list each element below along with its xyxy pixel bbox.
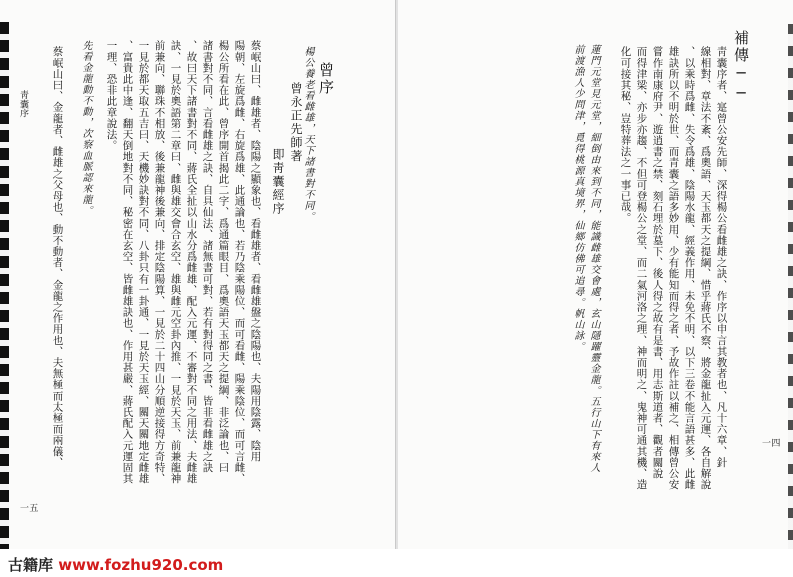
body-column: 陽朝、左旋爲雌、右旋爲雄、此通論也、若乃陰乘陽位、而可看雌、陽乘陰位、而可言雌、 bbox=[233, 40, 246, 484]
body-column: 而得津梁、亦步亦趨、不但可登楊公之堂、而二氣河洛之理、神而明之、鬼神可通其機、造 bbox=[635, 46, 648, 490]
chapter-subtitle: 即靑囊經序 bbox=[271, 148, 285, 216]
right-page bbox=[398, 0, 793, 577]
left-page bbox=[0, 0, 396, 577]
left-page-number: 一五 bbox=[20, 504, 39, 514]
body-column: 、富貴此中逢、翻天倒地對不同、秘密在玄空、皆雌雄訣也、作用甚嚴、蔣氏配入元運固其 bbox=[121, 40, 134, 484]
chapter-title: 曾序 bbox=[317, 62, 335, 96]
right-page-number: 一四 bbox=[762, 439, 781, 449]
site-name: 古籍库 bbox=[8, 556, 54, 574]
site-footer bbox=[0, 549, 793, 577]
body-column: 、以乘時爲雌、失令爲雄、陰陽水龍、經義作用、未免不明、以下三卷不能言語甚多、此雌 bbox=[683, 46, 696, 490]
body-column: 靑囊序者、寔曾公安先師、深得楊公看雌雄之訣、作序以申言其教者也、凡十六章、針 bbox=[715, 46, 728, 468]
site-url[interactable]: www.fozhu920.com bbox=[58, 556, 224, 574]
verse-note: 先看金龍動不動，次察血脈認來龍。 bbox=[80, 40, 91, 216]
verse-column: 前渡漁人少問津，覓得桃源真境界，仙鄉仿佛可追尋。帆山詠。 bbox=[572, 44, 583, 352]
page-edge-tabs bbox=[0, 22, 9, 552]
body-column: 一見於都天取五吉曰、天機妙訣對不同、八卦只有一卦通、一見於天玉經、關天關地定雌雄 bbox=[137, 40, 150, 484]
body-column: 、故曰天下諸書對不同、蔣氏全扯以山水分爲雌雄、配入元運、不審對不同之用法、夫雌雄 bbox=[185, 40, 198, 484]
body-column: 訣、一見於奧語第二章曰、雌與雄交會合玄空、雄與雌元空卦內推、一見於天玉、前兼龍神 bbox=[169, 40, 182, 484]
verse-note: 楊公養老看雌雄，天下諸書對不同。 bbox=[302, 46, 313, 222]
body-column: 線相對、章法不紊、爲奧語、天玉都天之提綱、惜乎蔣氏不察、將金龍扯入元運、各自解說 bbox=[699, 46, 712, 490]
verse-column: 蓮門元堂見元堂，細倒由來到不同，能識雌雄交會處，玄山隱躍靈金龍。五行山下有來人 bbox=[588, 44, 599, 473]
body-column: 前兼向、聯珠不相放、後兼龍神後兼向、排定陰陽算、一見於二十四山分順逆接得方奇特、 bbox=[153, 40, 166, 484]
page-edge-right bbox=[788, 24, 793, 549]
body-column: 雄訣所以不明於世、而青囊之語多妙用、少有能知而得之者、予故作註以補之、相傳曾公安 bbox=[667, 46, 680, 490]
body-column: 蔡岷山曰、金龍者、雌雄之父母也、動不動者、金龍之作用也、夫無極而太極而兩儀、 bbox=[51, 46, 64, 468]
body-column: 嘗作南康府尹、遊逍書之禁、刻石埋於墓下、後人得之故有是書、用志斯道者、觀者關說 bbox=[651, 46, 664, 479]
body-column: 一理、恐非此章說法。 bbox=[105, 40, 118, 151]
site-watermark[interactable] bbox=[8, 554, 223, 575]
body-column: 楊公所看在此、曾序開首揭此二字、爲通篇眼目、爲奧語天玉都天之提綱、非泛論也、曰 bbox=[217, 40, 230, 473]
author-line: 曾永正先師著 bbox=[289, 82, 303, 163]
body-column: 化可接其秘、豈特葬法之一事已哉。 bbox=[619, 46, 632, 224]
body-column: 蔡岷山曰、雌雄者、陰陽之顯象也、看雌雄者、看雌雄盤之陰陽也、夫陽用陰露、陰用 bbox=[249, 40, 262, 462]
right-page-title: 補傳── bbox=[732, 30, 750, 104]
body-column: 諸書對不同、言看雌雄之訣、自具仙法、諸無書可對、若有對得同之書、皆非看雌雄之訣 bbox=[201, 40, 214, 473]
margin-label: 靑囊序 bbox=[18, 90, 28, 119]
